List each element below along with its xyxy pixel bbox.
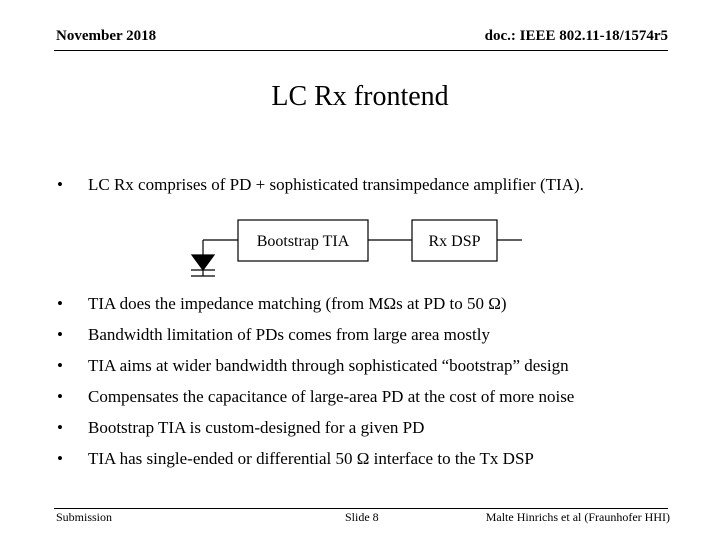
footer-submission: Submission	[56, 510, 113, 524]
bullet-marker: •	[57, 294, 63, 313]
bullet-text: TIA aims at wider bandwidth through sophisticated “bootstrap” design	[88, 356, 569, 375]
bullet-text: Bootstrap TIA is custom-designed for a given PD	[88, 418, 425, 437]
bullet-marker: •	[57, 449, 63, 468]
header-date: November 2018	[56, 28, 157, 44]
footer-slide-number: Slide 8	[345, 510, 379, 524]
bullet-text: Compensates the capacitance of large-area PD at the cost of more noise	[88, 387, 575, 406]
bullet-text: TIA does the impedance matching (from MΩs at PD to 50 Ω)	[88, 294, 507, 313]
slide-title: LC Rx frontend	[271, 81, 449, 112]
bullet-text: Bandwidth limitation of PDs comes from large area mostly	[88, 325, 490, 344]
bootstrap-tia-label: Bootstrap TIA	[256, 233, 350, 250]
bullet-text: TIA has single-ended or differential 50 Ω interface to the Tx DSP	[88, 449, 534, 468]
bullet-marker: •	[57, 175, 63, 194]
bullet-marker: •	[57, 325, 63, 344]
bullet-marker: •	[57, 356, 63, 375]
footer-author: Malte Hinrichs et al (Fraunhofer HHI)	[485, 510, 670, 524]
footer-divider	[54, 508, 668, 509]
header-doc-id: doc.: IEEE 802.11-18/1574r5	[484, 28, 668, 44]
intro-bullet-text: LC Rx comprises of PD + sophisticated transimpedance amplifier (TIA).	[88, 175, 584, 194]
bullet-marker: •	[57, 387, 63, 406]
bullet-marker: •	[57, 418, 63, 437]
photodiode-icon	[191, 240, 215, 276]
rx-dsp-label: Rx DSP	[428, 233, 481, 250]
